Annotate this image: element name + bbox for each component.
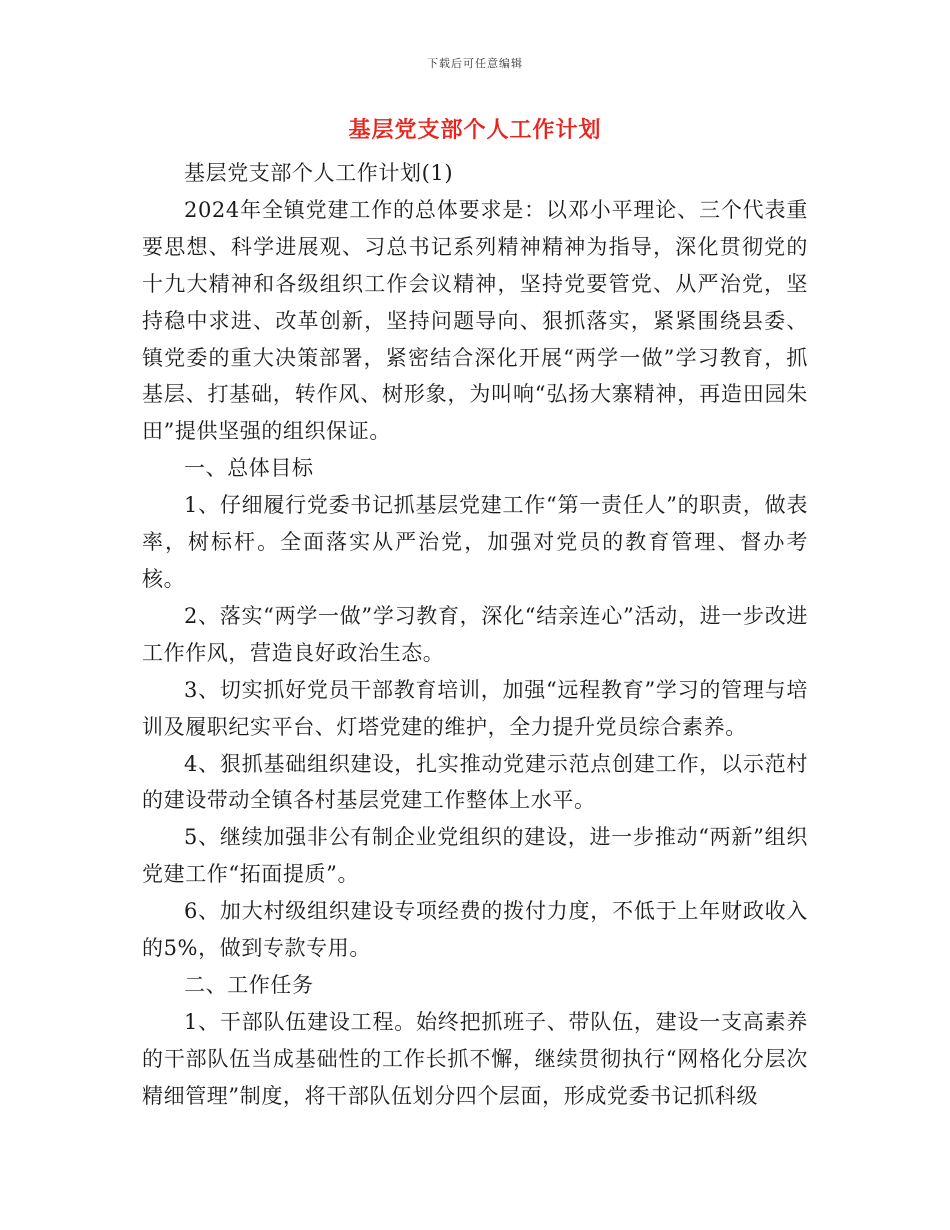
goal-item-6: 6、加大村级组织建设专项经费的拨付力度，不低于上年财政收入的5%，做到专款专用。 (142, 899, 808, 961)
goal-item-4: 4、狠抓基础组织建设，扎实推动党建示范点创建工作，以示范村的建设带动全镇各村基层党建工作整体上水平。 (142, 751, 808, 813)
document-body (142, 155, 808, 1115)
section-heading-work-tasks: 二、工作任务 (184, 972, 314, 997)
goal-item-2: 2、落实“两学一做”学习教育，深化“结亲连心”活动，进一步改进工作作风，营造良好政治生态。 (142, 603, 808, 665)
paragraph-overall-requirements: 2024年全镇党建工作的总体要求是：以邓小平理论、三个代表重要思想、科学进展观、习总书记系列精神精神为指导，深化贯彻党的十九大精神和各级组织工作会议精神，坚持党要管党、从严治党，坚持稳中求进、改革创新，坚持问题导向、狠抓落实，紧紧围绕县委、镇党委的重大决策部署，紧密结合深化开展“两学一做”学习教育，抓基层、打基础，转作风、树形象，为叫响“弘扬大寨精神，再造田园朱田”提供坚强的组织保证。 (142, 197, 808, 444)
paragraph-subtitle: 基层党支部个人工作计划(1) (184, 161, 454, 185)
goal-item-3: 3、切实抓好党员干部教育培训，加强“远程教育”学习的管理与培训及履职纪实平台、灯塔党建的维护，全力提升党员综合素养。 (142, 677, 808, 739)
goal-item-1: 1、仔细履行党委书记抓基层党建工作“第一责任人”的职责，做表率，树标杆。全面落实从严治党，加强对党员的教育管理、督办考核。 (142, 493, 808, 591)
section-heading-overall-goals: 一、总体目标 (184, 456, 314, 481)
page-header-note: 下载后可任意编辑 (427, 57, 523, 70)
task-item-1: 1、干部队伍建设工程。始终把抓班子、带队伍，建设一支高素养的干部队伍当成基础性的工作长抓不懈，继续贯彻执行“网格化分层次精细管理”制度，将干部队伍划分四个层面，形成党委书记抓科级 (142, 1009, 808, 1108)
document-title: 基层党支部个人工作计划 (348, 117, 602, 143)
goal-item-5: 5、继续加强非公有制企业党组织的建设，进一步推动“两新”组织党建工作“拓面提质”。 (142, 825, 808, 887)
